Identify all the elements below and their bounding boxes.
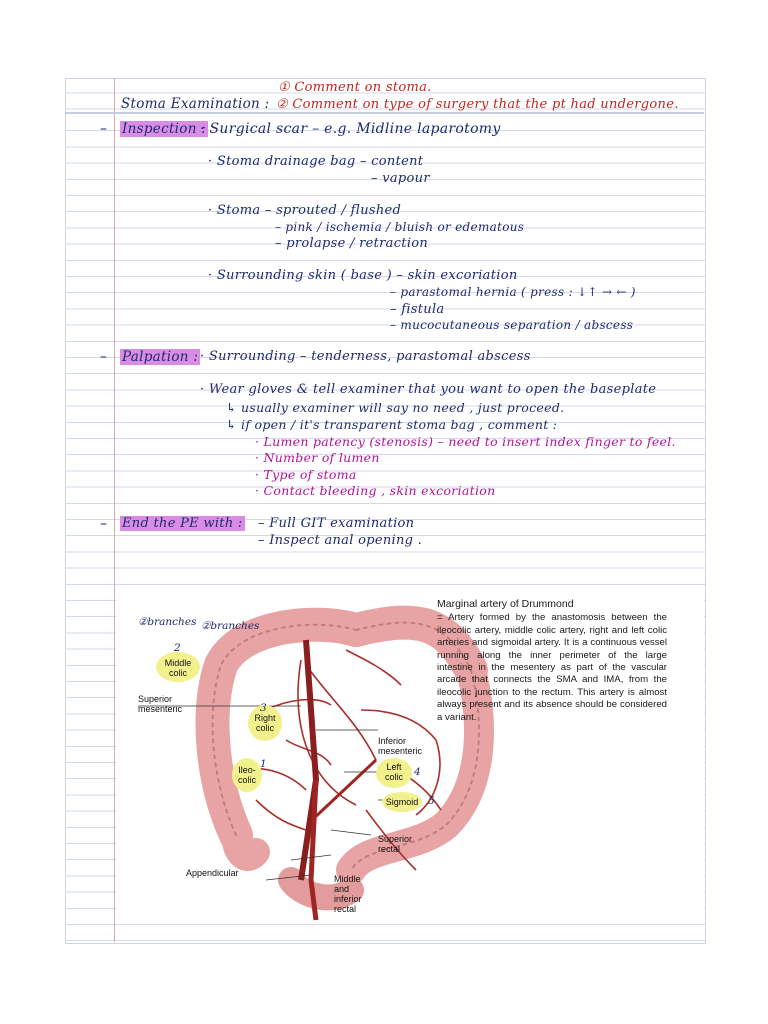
end-item: – Full GIT examination <box>258 516 415 531</box>
page-title: Stoma Examination : <box>121 96 270 112</box>
bullet-dash: – <box>100 516 107 532</box>
palpation-line: · Surrounding – tenderness, parastomal abscess <box>200 349 531 364</box>
annotation: 4 <box>414 766 421 778</box>
inspection-item: – fistula <box>390 302 445 317</box>
caption-body: = Artery formed by the anastomosis between the ileocolic artery, middle colic artery, right and left colic arteries and sigmoidal artery. It is a continuous vessel running along the inner perimeter of the large intestine in the mesentery as part of the vascular arcade that connects the SMA and IMA, from the ileocolic junction to the rectum. This artery is almost always present and its absence should be considered a variant. <box>437 612 667 723</box>
palpation-line: ↳ if open / it's transparent stoma bag , comment : <box>226 417 558 432</box>
annotation: ②branches <box>138 616 197 628</box>
annotation: 3 <box>260 702 267 714</box>
caption-title: Marginal artery of Drummond <box>437 598 574 610</box>
bullet-dash: – <box>100 121 107 137</box>
palpation-subitem: · Type of stoma <box>255 467 357 482</box>
annotation: 2 <box>174 642 181 654</box>
inspection-item: – prolapse / retraction <box>275 236 429 251</box>
palpation-line: · Wear gloves & tell examiner that you want to open the baseplate <box>200 382 657 397</box>
label-left-colic: Left colic <box>384 762 403 782</box>
label-middle-colic: Middle colic <box>164 658 192 678</box>
inspection-item: · Surrounding skin ( base ) – skin excoriation <box>208 268 518 283</box>
inspection-item: – mucocutaneous separation / abscess <box>390 318 634 332</box>
inspection-heading: Inspection : <box>122 121 207 137</box>
label-right-colic: Right colic <box>254 713 276 733</box>
objective-1: ① Comment on stoma. <box>278 80 432 95</box>
palpation-subitem: · Number of lumen <box>255 450 380 465</box>
inspection-item: · Surgical scar – e.g. Midline laparotomy <box>200 121 501 137</box>
label-inferior-mesenteric: Inferior mesenteric <box>378 736 423 756</box>
end-item: – Inspect anal opening . <box>258 533 423 548</box>
label-middle-inferior-rectal: Middle and inferior rectal <box>334 874 362 914</box>
label-sigmoid: Sigmoid <box>385 797 419 807</box>
palpation-subitem: · Contact bleeding , skin excoriation <box>255 483 496 498</box>
annotation: ②branches <box>201 620 260 632</box>
palpation-line: ↳ usually examiner will say no need , just proceed. <box>226 400 565 415</box>
figure-caption <box>437 598 667 724</box>
inspection-item: – pink / ischemia / bluish or edematous <box>275 220 525 234</box>
inspection-item: · Stoma drainage bag – content <box>208 154 424 169</box>
inspection-item: · Stoma – sprouted / flushed <box>208 203 402 218</box>
header-divider <box>65 112 704 114</box>
label-superior-rectal: Superior rectal <box>378 834 413 854</box>
palpation-subitem: · Lumen patency (stenosis) – need to insert index finger to feel. <box>255 434 676 449</box>
annotation: 1 <box>260 758 267 770</box>
label-superior-mesenteric: Superior mesenteric <box>138 694 183 714</box>
palpation-heading: Palpation : <box>122 349 199 365</box>
annotation: 5 <box>428 795 435 807</box>
inspection-item: – parastomal hernia ( press : ↓↑ → ← ) <box>390 285 636 299</box>
inspection-item: – vapour <box>371 171 430 186</box>
end-heading: End the PE with : <box>122 516 243 531</box>
label-appendicular: Appendicular <box>186 868 239 878</box>
bullet-dash: – <box>100 349 107 365</box>
label-ileocolic: Ileo- colic <box>237 765 256 785</box>
objective-2: ② Comment on type of surgery that the pt had undergone. <box>276 97 679 112</box>
margin-line <box>114 78 115 942</box>
